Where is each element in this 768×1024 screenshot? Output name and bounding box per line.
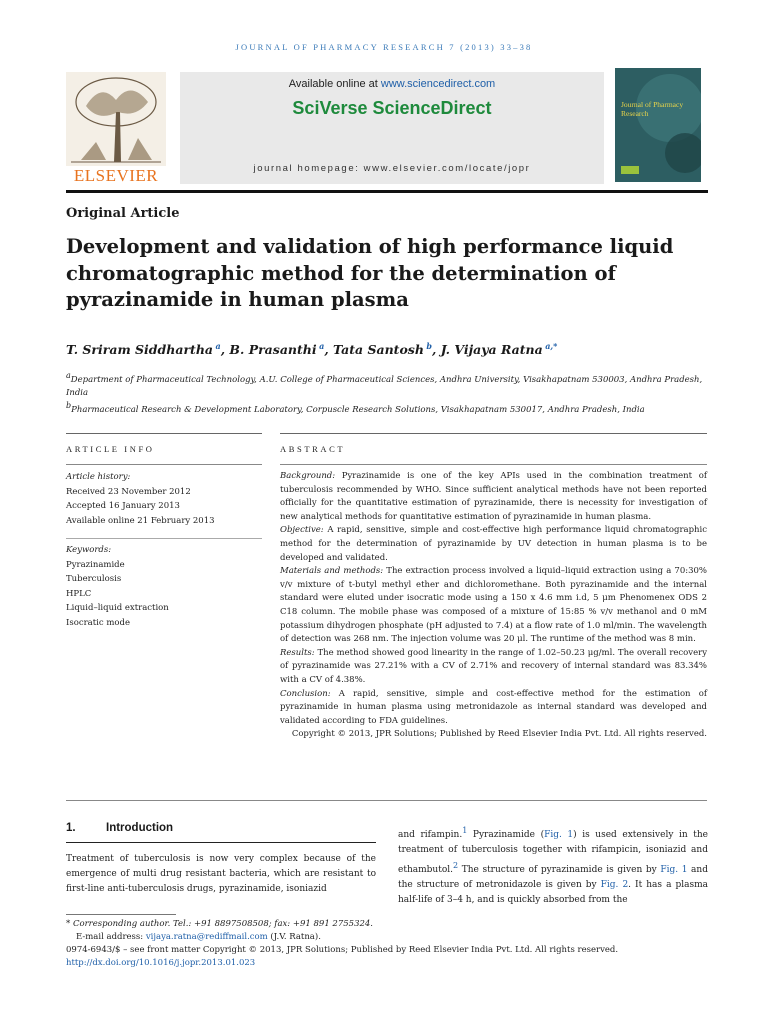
reference-link[interactable]: 1 bbox=[462, 826, 468, 835]
article-history: Article history: Received 23 November 2012 Accepted 16 January 2013 Available online 21 February 2013 bbox=[66, 472, 215, 526]
sciverse-sciencedirect-logo: SciVerse ScienceDirect bbox=[292, 98, 492, 118]
intro-right-column: and rifampin.$^1$ Pyrazinamide (Fig. 1) is used extensively in the treatment of tuberculosis together with rifampicin, isoniazid and ethambutol.$^2$ The structure of pyrazinamide is given by Fig. 1 and the structure of metronidazole is given by Fig. 2. It has a plasma half-life of 3–4 h, and is quickly absorbed from the bbox=[398, 826, 708, 905]
footnote-rule bbox=[66, 914, 176, 915]
doi-link[interactable]: http://dx.doi.org/10.1016/j.jopr.2013.01.023 bbox=[66, 958, 256, 968]
journal-running-head: JOURNAL OF PHARMACY RESEARCH 7 (2013) 33–38 bbox=[235, 42, 533, 52]
divider bbox=[66, 538, 262, 539]
divider bbox=[66, 464, 262, 465]
reference-link[interactable]: 2 bbox=[452, 861, 459, 870]
affiliation-marker[interactable]: a bbox=[215, 341, 221, 351]
cover-journal-title: Journal of Pharmacy Research bbox=[621, 100, 684, 118]
author-list: T. Sriram Siddhartha $^a$, B. Prasanthi $^a$, Tata Santosh $^b$, J. Vijaya Ratna $^{a,*}$ bbox=[66, 341, 558, 358]
affiliation-marker[interactable]: b bbox=[426, 341, 433, 351]
elsevier-tree-logo bbox=[66, 72, 166, 184]
keyword: Liquid–liquid extraction bbox=[66, 603, 169, 614]
sciencedirect-link[interactable]: www.sciencedirect.com bbox=[380, 78, 496, 90]
author-name: T. Sriram Siddhartha bbox=[66, 342, 214, 358]
issn-line: 0974-6943/$ – see front matter Copyright © 2013, JPR Solutions; Published by Reed Elsevier India Pvt. Ltd. All rights reserved. bbox=[66, 945, 619, 955]
keyword: Pyrazinamide bbox=[66, 559, 125, 570]
abstract-methods: Materials and methods: The extraction process involved a liquid–liquid extraction using a 70:30% v/v mixture of t-butyl methyl ether and dichloromethane. Both pyrazinamide and the internal standard were eluted under isocratic mode using a 150 x 4.6 mm i.d, 5 μm Phenomenex ODS 2 C18 column. The mobile phase was composed of a mixture of 15:85 % v/v methanol and 0 mM potassium dihydrogen phosphate (pH adjusted to 7.4) at a flow rate of 1.0 ml/min. The wavelength of detection was 268 nm. The injection volume was 20 μl. The runtime of the method was 8 min. bbox=[280, 566, 707, 645]
divider bbox=[280, 464, 707, 465]
footnotes bbox=[66, 918, 706, 970]
affiliation-marker[interactable]: a,* bbox=[545, 341, 558, 351]
keyword: Tuberculosis bbox=[66, 574, 122, 585]
article-info-heading: ARTICLE INFO bbox=[66, 444, 155, 454]
corresponding-author: * Corresponding author. Tel.: +91 8897508508; fax: +91 891 2755324. bbox=[66, 919, 373, 929]
author-name: J. Vijaya Ratna bbox=[440, 342, 543, 358]
abstract-objective: Objective: A rapid, sensitive, simple and cost-effective high performance liquid chromatographic method for the determination of pyrazinamide by UV detection in human plasma is to be developed and validated. bbox=[280, 525, 707, 563]
journal-cover-image bbox=[615, 68, 701, 182]
divider bbox=[66, 842, 376, 843]
journal-homepage[interactable]: journal homepage: www.elsevier.com/locate/jopr bbox=[253, 163, 531, 174]
elsevier-wordmark: ELSEVIER bbox=[73, 166, 159, 184]
abstract-body bbox=[280, 470, 707, 742]
section-heading-introduction: 1. Introduction bbox=[66, 822, 174, 834]
abstract-heading: ABSTRACT bbox=[280, 444, 346, 454]
author-name: Tata Santosh bbox=[333, 342, 424, 358]
article-type: Original Article bbox=[66, 206, 180, 221]
figure-link[interactable]: Fig. 1 bbox=[660, 865, 688, 875]
divider bbox=[66, 433, 262, 434]
divider bbox=[66, 800, 707, 801]
email-link[interactable]: vijaya.ratna@rediffmail.com bbox=[145, 932, 268, 942]
divider bbox=[280, 433, 707, 434]
keyword: Isocratic mode bbox=[66, 617, 130, 628]
figure-link[interactable]: Fig. 1 bbox=[544, 830, 574, 840]
figure-link[interactable]: Fig. 2 bbox=[600, 880, 629, 890]
abstract-conclusion: Conclusion: A rapid, sensitive, simple and cost-effective method for the estimation of pyrazinamide in human plasma using metronidazole as internal standard was developed and validated according to FDA guidelines. bbox=[280, 688, 707, 726]
author-name: B. Prasanthi bbox=[229, 342, 317, 358]
abstract-background: Background: Pyrazinamide is one of the key APIs used in the combination treatment of tuberculosis recommended by WHO. Since sufficient analytical methods have not been reported officially for the quantitative estimation of pyrazinamide, there is necessity for investigation of new analytical methods for quantitative estimation of pyrazinamide in human plasma. bbox=[280, 471, 707, 522]
abstract-results: Results: The method showed good linearity in the range of 1.02–50.23 μg/ml. The overall recovery of pyrazinamide was 27.21% with a CV of 2.71% and recovery of internal standard was 83.34% with a CV of 4.38%. bbox=[280, 647, 707, 685]
available-online: Available online at www.sciencedirect.com bbox=[288, 78, 496, 90]
affiliation-marker[interactable]: a bbox=[319, 341, 325, 351]
affiliation-b: $^b$Pharmaceutical Research & Development Laboratory, Corpuscle Research Solutions, Visakhapatnam 530017, Andhra Pradesh, India bbox=[66, 401, 645, 415]
article-title: Development and validation of high performance liquid chromatographic method for the determination of pyrazinamide in human plasma bbox=[66, 235, 674, 311]
keyword: HPLC bbox=[66, 588, 92, 599]
abstract-copyright: Copyright © 2013, JPR Solutions; Published by Reed Elsevier India Pvt. Ltd. All rights reserved. bbox=[291, 729, 707, 740]
affiliation-a: $^a$Department of Pharmaceutical Technology, A.U. College of Pharmaceutical Sciences, Andhra University, Visakhapatnam 530003, Andhra Pradesh, India bbox=[66, 371, 703, 398]
email-line: E-mail address: vijaya.ratna@rediffmail.com (J.V. Ratna). bbox=[76, 932, 321, 942]
keywords: Keywords: Pyrazinamide Tuberculosis HPLC Liquid–liquid extraction Isocratic mode bbox=[66, 543, 262, 631]
intro-left-column: Treatment of tuberculosis is now very complex because of the emergence of multi drug resistant bacteria, which are resistant to first-line anti-tuberculosis drugs, pyrazinamide, isoniazid bbox=[66, 854, 376, 894]
header-rule bbox=[66, 190, 708, 193]
